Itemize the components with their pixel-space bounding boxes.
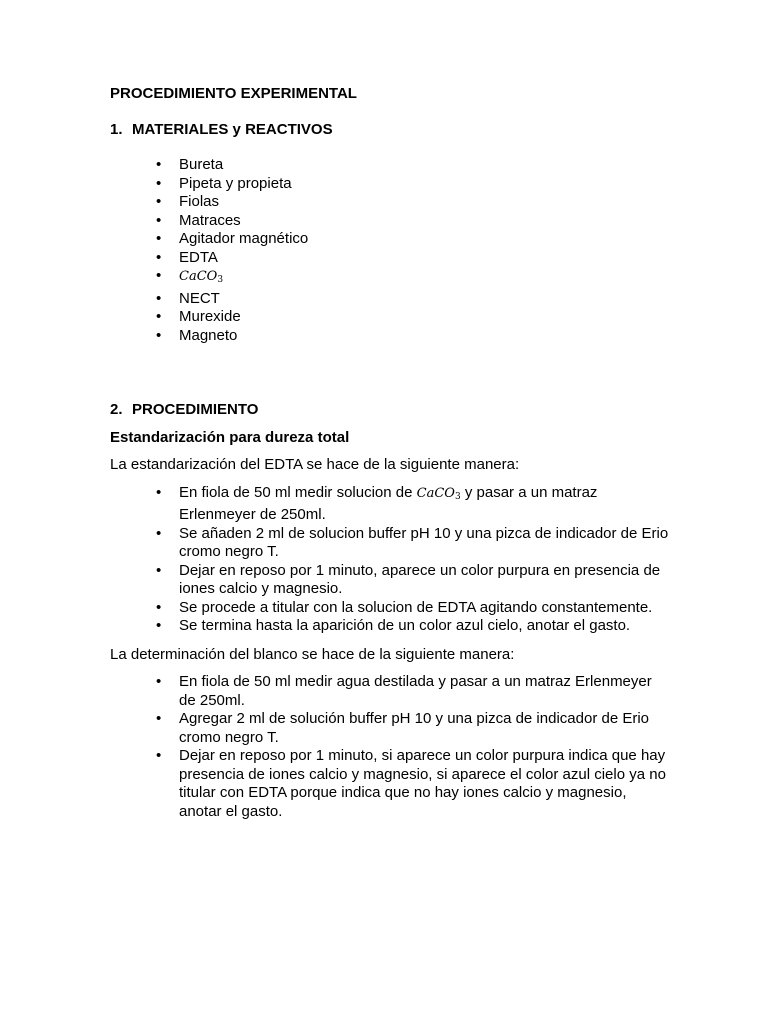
- bullet-icon: •: [156, 248, 162, 266]
- bullet-icon: •: [156, 230, 162, 247]
- list-item: • NECT: [156, 289, 220, 307]
- list-item: • Se procede a titular con la solucion de EDTA agitando constantemente.: [156, 598, 653, 616]
- formula-caco3: CaCO$_3$: [416, 485, 461, 502]
- list-item: • Murexide: [156, 308, 241, 325]
- bullet-icon: •: [156, 267, 162, 284]
- bullet-icon: •: [156, 289, 162, 307]
- section-1-title: MATERIALES y REACTIVOS: [132, 120, 333, 138]
- section-2-number: 2.: [110, 401, 123, 418]
- bullet-icon: •: [156, 524, 162, 542]
- list-item: [110, 267, 670, 290]
- blank-intro: La determinación del blanco se hace de la siguiente manera:: [110, 645, 515, 663]
- standardization-intro: La estandarización del EDTA se hace de la siguiente manera:: [110, 456, 520, 473]
- section-1-number: 1.: [110, 120, 123, 138]
- bullet-icon: •: [156, 673, 162, 690]
- section-2-heading: [110, 401, 670, 420]
- list-item: • En fiola de 50 ml medir agua destilada y pasar a un matraz Erlenmeyer de 250ml.: [156, 673, 652, 709]
- document-page: [110, 85, 670, 831]
- standardization-steps-list: [110, 484, 670, 636]
- list-item: • Pipeta y propieta: [156, 174, 292, 192]
- bullet-icon: •: [156, 156, 162, 173]
- bullet-icon: •: [156, 308, 162, 325]
- list-item: • Dejar en reposo por 1 minuto, aparece un color purpura en presencia de iones calcio y magnesio.: [156, 561, 661, 597]
- bullet-icon: •: [156, 598, 162, 616]
- bullet-icon: •: [156, 747, 162, 764]
- list-item: • Agregar 2 ml de solución buffer pH 10 y una pizca de indicador de Erio cromo negro T.: [156, 710, 650, 746]
- standardization-subheading: Estandarización para dureza total: [110, 428, 350, 446]
- list-item: • Se añaden 2 ml de solucion buffer pH 10 y una pizca de indicador de Erio cromo negro T.: [156, 524, 669, 560]
- bullet-icon: •: [156, 326, 162, 344]
- bullet-icon: •: [156, 174, 162, 192]
- blank-steps-list: [110, 673, 670, 821]
- bullet-icon: •: [156, 561, 162, 579]
- section-2-title: PROCEDIMIENTO: [132, 401, 259, 418]
- section-1-heading: [110, 121, 670, 140]
- bullet-icon: •: [156, 211, 162, 229]
- bullet-icon: •: [156, 483, 162, 501]
- list-item: • EDTA: [156, 248, 218, 266]
- list-item: • Se termina hasta la aparición de un color azul cielo, anotar el gasto.: [156, 617, 631, 634]
- bullet-icon: •: [156, 710, 162, 727]
- list-item: • Fiolas: [156, 193, 220, 210]
- list-item: • Bureta: [156, 156, 224, 173]
- list-item: • Magneto: [156, 326, 238, 344]
- list-item: • En fiola de 50 ml medir solucion de CaCO$_3$ y pasar a un matraz Erlenmeyer de 250ml.: [156, 483, 598, 523]
- formula-caco3: CaCO$_3$: [179, 269, 224, 285]
- bullet-icon: •: [156, 617, 162, 634]
- materials-list: [110, 156, 670, 345]
- list-item: • Dejar en reposo por 1 minuto, si aparece un color purpura indica que hay presencia de iones calcio y magnesio, si aparece el color azul cielo ya no titular con EDTA porque indica que no hay iones calcio y magnesio, anotar el gasto.: [156, 747, 666, 820]
- list-item: • Matraces: [156, 211, 241, 229]
- list-item: • Agitador magnético: [156, 230, 309, 247]
- bullet-icon: •: [156, 193, 162, 210]
- document-title: PROCEDIMIENTO EXPERIMENTAL: [110, 85, 357, 102]
